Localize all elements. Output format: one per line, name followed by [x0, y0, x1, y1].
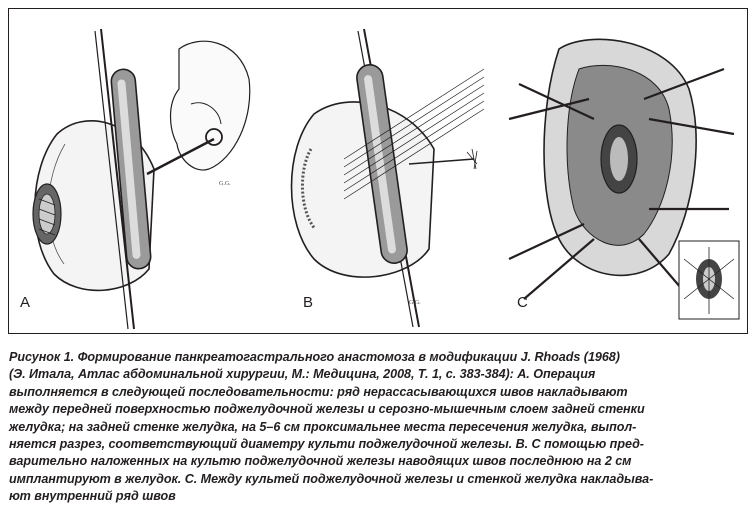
- panel-c-letter: C: [517, 294, 528, 311]
- panel-b-letter: B: [303, 294, 314, 311]
- svg-text:G.G.: G.G.: [219, 181, 231, 187]
- panel-b-illustration: [259, 9, 499, 333]
- figure-caption: [9, 349, 749, 506]
- caption-line: имплантируют в желудок. С. Между культей поджелудочной железы и стенкой желудка накладыва-: [9, 471, 654, 486]
- svg-text:G.G.: G.G.: [409, 300, 421, 306]
- caption-line: выполняется в следующей последовательности: ряд нерассасывающихся швов накладывают: [9, 384, 628, 399]
- panel-a: [9, 9, 259, 333]
- caption-line: между передней поверхностью поджелудочной железы и серозно-мышечным слоем задней стенки: [9, 402, 645, 417]
- caption-line: Рисунок 1. Формирование панкреатогастрального анастомоза в модификации J. Rhoads (1968): [9, 350, 620, 364]
- panel-a-illustration: [9, 9, 259, 333]
- caption-line: (Э. Итала, Атлас абдоминальной хирургии, М.: Медицина, 2008, Т. 1, с. 383-384): А. Операция: [9, 367, 596, 382]
- panel-b: [259, 9, 499, 333]
- panel-c: [499, 9, 747, 333]
- caption-line: варительно наложенных на культю поджелудочной железы наводящих швов последнюю на 2 см: [9, 454, 632, 469]
- caption-line: желудка; на задней стенке желудка, на 5–6 см проксимальнее места пересечения желудка, выпол-: [9, 419, 637, 434]
- figure-frame: [8, 8, 748, 334]
- caption-line: няется разрез, соответствующий диаметру культи поджелудочной железы. В. С помощью пред-: [9, 437, 644, 452]
- caption-line: ют внутренний ряд швов: [9, 489, 176, 504]
- panel-c-illustration: [499, 9, 747, 333]
- panel-a-letter: A: [20, 294, 31, 311]
